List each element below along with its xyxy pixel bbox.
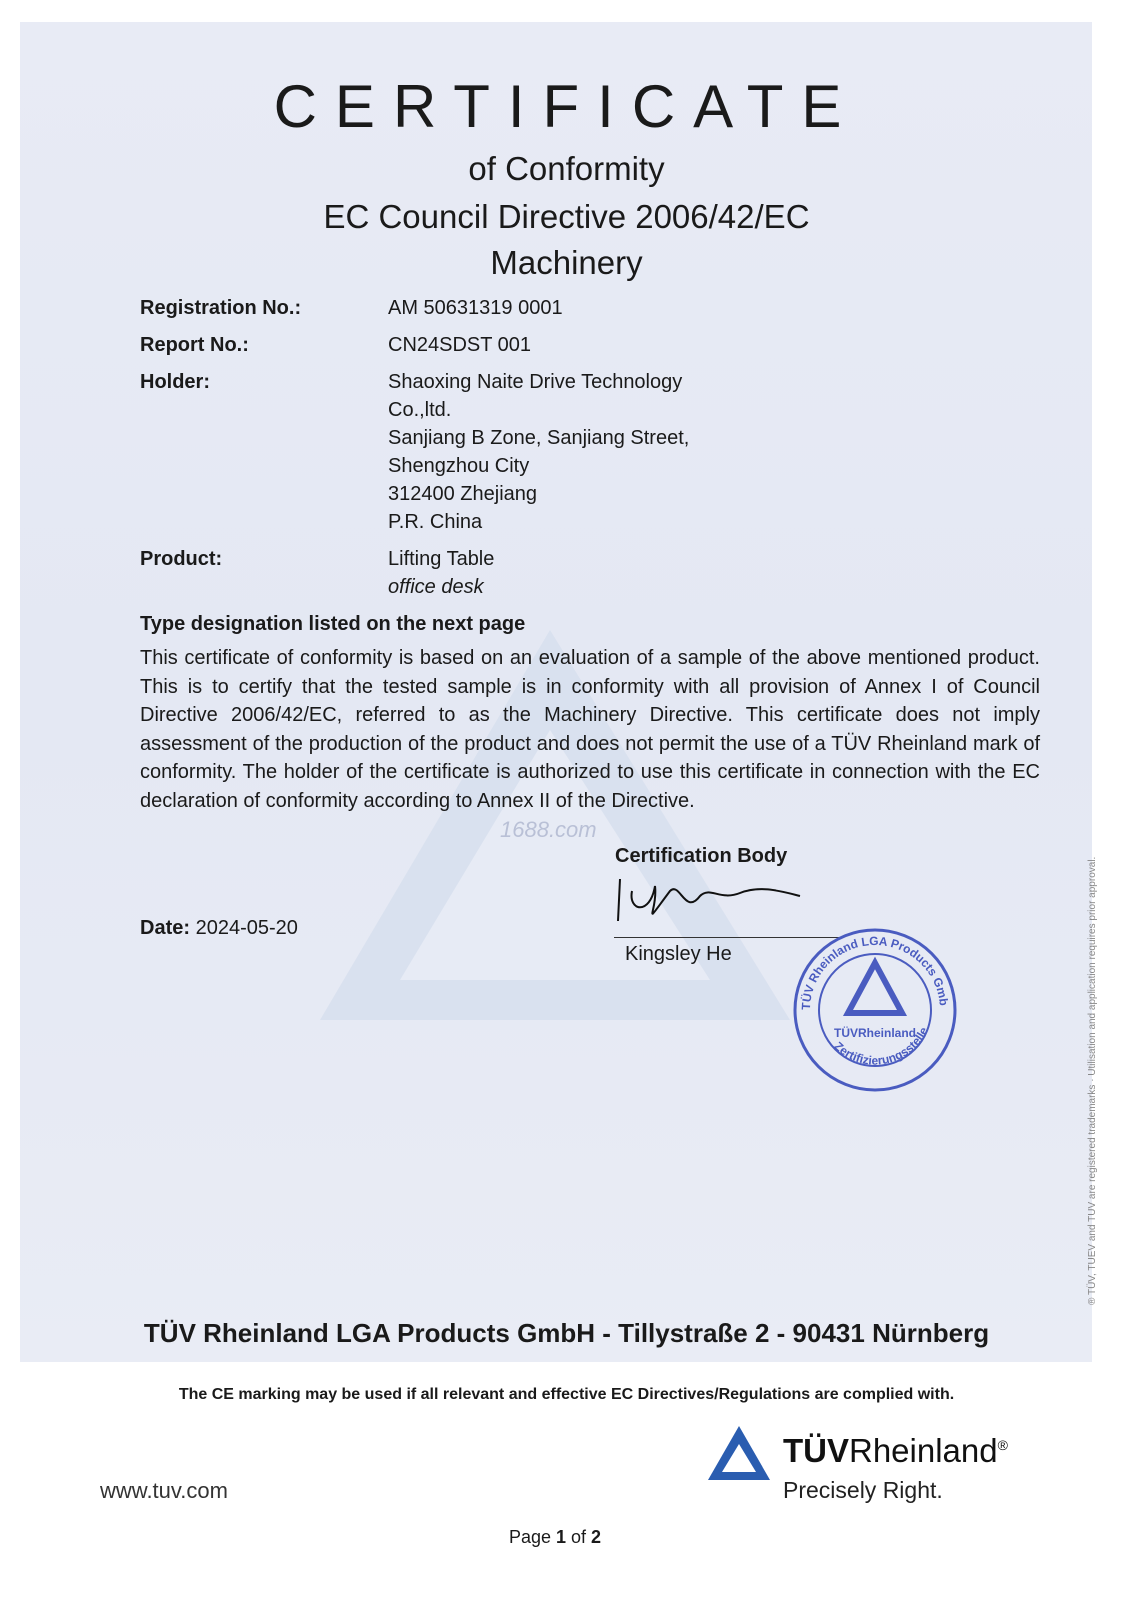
brand-rest: Rheinland: [849, 1432, 998, 1469]
registration-value: AM 50631319 0001: [388, 297, 563, 319]
product-name: Lifting Table: [388, 548, 495, 570]
page-sep: of: [566, 1527, 592, 1547]
product-value: [388, 545, 1040, 601]
date-label: Date:: [140, 917, 191, 939]
page-number: [0, 1527, 1110, 1548]
type-designation-note: Type designation listed on the next page: [140, 613, 526, 635]
ce-marking-note: The CE marking may be used if all relevant and effective EC Directives/Regulations are complied with.: [178, 1386, 955, 1403]
stamp-bottom-text: Zertifizierungsstelle: [831, 1024, 931, 1068]
signature-block: [140, 845, 1040, 1068]
subtitle-directive: EC Council Directive 2006/42/EC: [323, 198, 810, 235]
official-stamp: [790, 925, 960, 1100]
report-value: CN24SDST 001: [388, 334, 532, 356]
brand-slogan: Precisely Right.: [783, 1477, 943, 1503]
brand-wordmark: [783, 1432, 1008, 1470]
holder-address: [388, 368, 1040, 536]
product-subtitle: office desk: [388, 576, 484, 598]
registration-label: Registration No.:: [140, 297, 302, 319]
subtitle-conformity: of Conformity: [468, 150, 665, 187]
report-row: [140, 331, 1040, 359]
certification-body-label: Certification Body: [615, 845, 788, 867]
holder-line: P.R. China: [388, 511, 483, 533]
watermark-text: 1688.com: [500, 817, 597, 842]
tuv-triangle-logo-icon: [706, 1424, 772, 1482]
date-value: 2024-05-20: [195, 917, 298, 939]
certificate-title: CERTIFICATE: [273, 73, 860, 140]
brand-registered: ®: [997, 1437, 1008, 1453]
certificate-body-text: This certificate of conformity is based on an evaluation of a sample of the above mentioned product. This is to certify that the tested sample is in conformity with all provision of Annex I of Council Directive 2006/42/EC, referred to as the Machinery Directive. This certificate does not imply assessment of the production of the product and does not permit the use of a TÜV Rheinland mark of conformity. The holder of the certificate is authorized to use this certificate in connection with the EC declaration of conformity according to Annex II of the Directive.: [140, 647, 1040, 812]
stamp-center-text: TÜVRheinland: [833, 1026, 917, 1040]
signatory-name: Kingsley He: [625, 943, 732, 965]
product-row: [140, 545, 1040, 601]
date: [140, 917, 298, 940]
holder-line: 312400 Zhejiang: [388, 483, 538, 505]
page-prefix: Page: [508, 1527, 556, 1547]
page-total: 2: [591, 1527, 602, 1547]
website-link[interactable]: www.tuv.com: [100, 1478, 228, 1503]
holder-line: Shaoxing Naite Drive Technology: [388, 371, 683, 393]
registration-row: [140, 294, 1040, 322]
subtitle-machinery: Machinery: [490, 244, 643, 281]
certificate-content: [140, 294, 1040, 1068]
signature: [610, 871, 810, 931]
holder-line: Co.,ltd.: [388, 399, 452, 421]
holder-line: Shengzhou City: [388, 455, 530, 477]
issuer-address: TÜV Rheinland LGA Products GmbH - Tillystraße 2 - 90431 Nürnberg: [143, 1318, 990, 1348]
holder-label: Holder:: [140, 371, 210, 393]
report-label: Report No.:: [140, 334, 249, 356]
page-current: 1: [556, 1527, 567, 1547]
stamp-top-text: TÜV Rheinland LGA Products Gmb: [798, 933, 951, 1011]
brand-bold: TÜV: [783, 1432, 849, 1469]
stamp-graphic: [790, 925, 960, 1095]
holder-row: [140, 368, 1040, 536]
trademark-note: ® TÜV, TUEV and TUV are registered trademarks · Utilisation and application requires prior approval.: [1087, 856, 1098, 1305]
product-label: Product:: [140, 548, 223, 570]
holder-line: Sanjiang B Zone, Sanjiang Street,: [388, 427, 690, 449]
